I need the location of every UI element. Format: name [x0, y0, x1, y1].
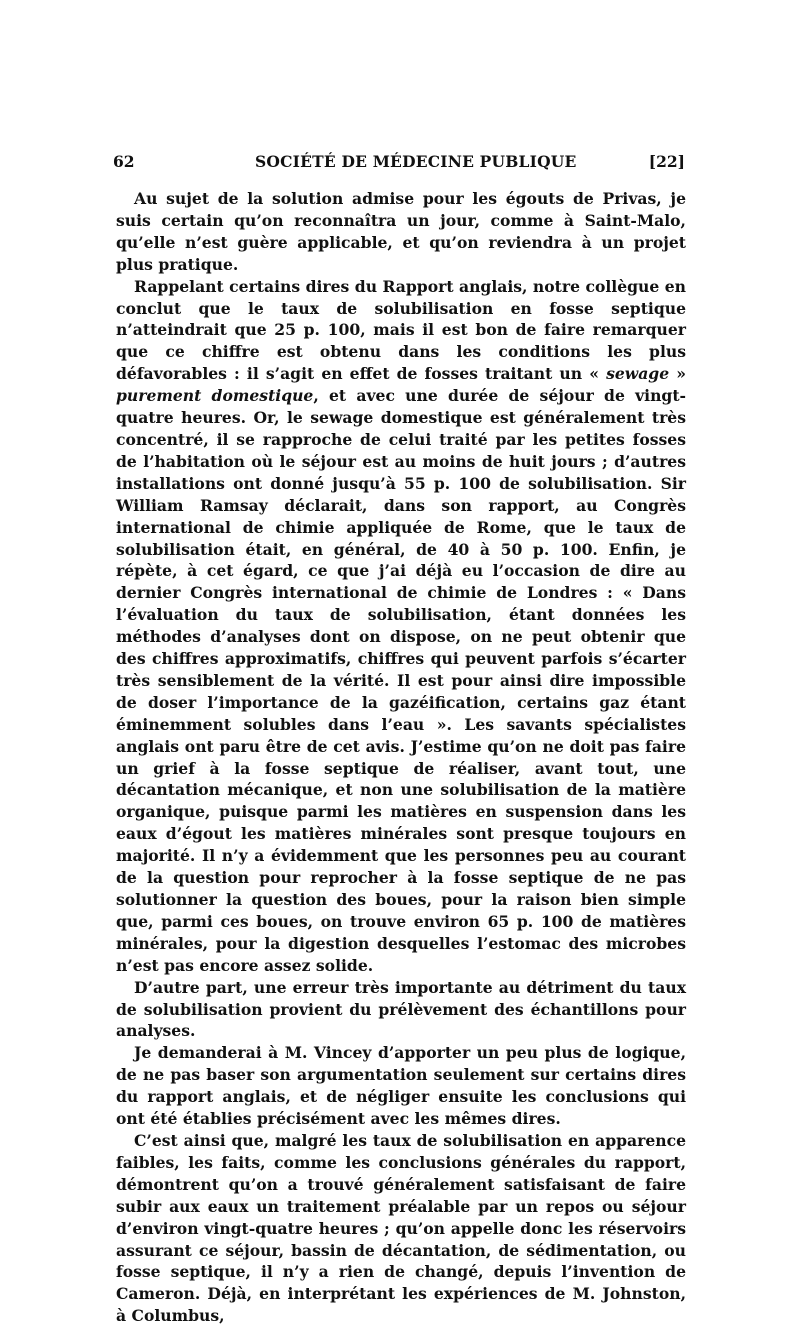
- paragraph-text-part: Rappelant certains dires du Rapport anglais, notre collègue en conclut que le taux de solubilisation en fosse septique n’atteindrait que 25 p. 100, mais il est bon de faire remarquer que ce chiffre est obtenu dans les conditions les plus défavorables : il s’agit en effet de fosses traitant un «: [116, 276, 686, 384]
- italic-term-sewage: sewage: [606, 364, 670, 384]
- page-number: 62: [113, 152, 135, 171]
- bracket-page-reference: [22]: [648, 152, 685, 171]
- running-header: [113, 152, 685, 176]
- paragraph-text-part: , et avec une durée de séjour de vingt-quatre heures. Or, le sewage domestique est généralement très concentré, il se rapproche de celui traité par les petites fosses de l’habitation où le séjour est au moins de huit jours ; d’autres installations ont donné jusqu’à 55 p. 100 de solubilisation. Sir William Ramsay déclarait, dans son rapport, au Congrès international de chimie appliquée de Rome, que le taux de solubilisation était, en général, de 40 à 50 p. 100. Enfin, je répète, à cet égard, ce que j’ai déjà eu l’occasion de dire au dernier Congrès international de chimie de Londres : « Dans l’évaluation du taux de solubilisation, étant données les méthodes d’analyses dont on dispose, on ne peut obtenir que des chiffres approximatifs, chiffres qui peuvent parfois s’écarter très sensiblement de la vérité. Il est pour ainsi dire impossible de doser l’importance de la gazéification, certains gaz étant éminemment solubles dans l’eau ». Les savants spécialistes anglais ont paru être de cet avis. J’estime qu’on ne doit pas faire un grief à la fosse septique de réaliser, avant tout, une décantation mécanique, et non une solubilisation de la matière organique, puisque parmi les matières en suspension dans les eaux d’égout les matières minérales sont presque toujours en majorité. Il n’y a évidemment que les personnes peu au courant de la question pour reprocher à la fosse septique de ne pas solutionner la question des boues, pour la raison bien simple que, parmi ces boues, on trouve environ 65 p. 100 de matières minérales, pour la digestion desquelles l’estomac des microbes n’est pas encore assez solide.: [116, 386, 686, 975]
- paragraph-rapport-anglais: [116, 276, 686, 977]
- paragraph-vincey: Je demanderai à M. Vincey d’apporter un peu plus de logique, de ne pas baser son argumentation seulement sur certains dires du rapport anglais, et de négliger ensuite les conclusions qui ont été établies précisément avec les mêmes dires.: [116, 1043, 686, 1129]
- paragraph-erreur: D’autre part, une erreur très importante au détriment du taux de solubilisation provient du prélèvement des échantillons pour analyses.: [116, 977, 686, 1041]
- paragraph-text-part: »: [669, 364, 686, 384]
- paragraph-conclusions: C’est ainsi que, malgré les taux de solubilisation en apparence faibles, les faits, comme les conclusions générales du rapport, démontrent qu’on a trouvé généralement satisfaisant de faire subir aux eaux un traitement préalable par un repos ou séjour d’environ vingt-quatre heures ; qu’on appelle donc les réservoirs assurant ce séjour, bassin de décantation, de sédimentation, ou fosse septique, il n’y a rien de changé, depuis l’invention de Cameron. Déjà, en interprétant les expériences de M. Johnston, à Columbus,: [116, 1130, 686, 1326]
- running-title: SOCIÉTÉ DE MÉDECINE PUBLIQUE: [255, 152, 577, 171]
- body-text: [116, 188, 686, 1327]
- paragraph-privas: Au sujet de la solution admise pour les égouts de Privas, je suis certain qu’on reconnaîtra un jour, comme à Saint-Malo, qu’elle n’est guère applicable, et qu’on reviendra à un projet plus pratique.: [116, 189, 686, 274]
- italic-term-domestique: purement domestique: [116, 386, 314, 406]
